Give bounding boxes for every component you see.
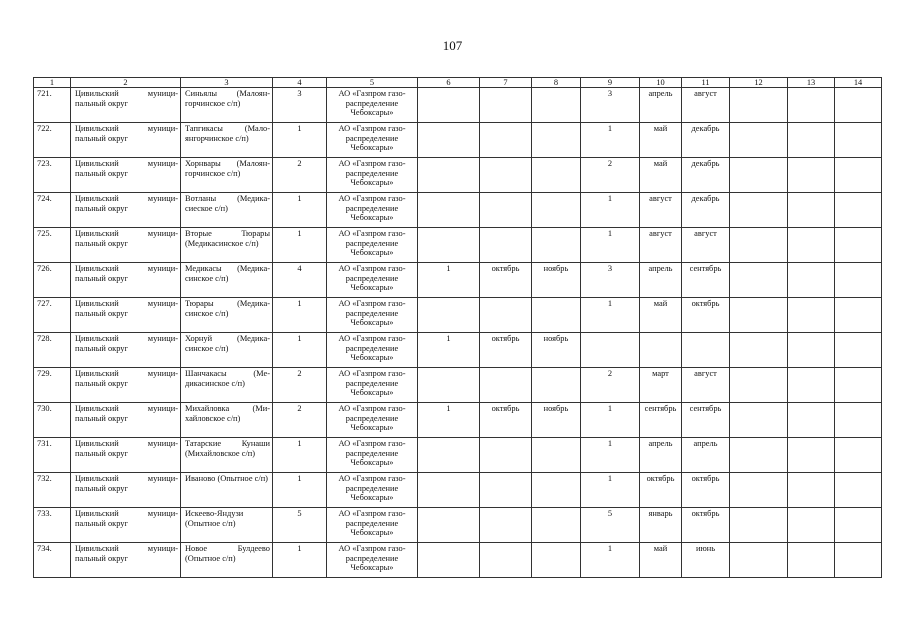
col10-cell: январь [640,508,682,543]
row-number-cell: 725. [34,228,71,263]
district-cell: Цивильский муници-пальный округ [71,123,181,158]
col12-cell [730,228,788,263]
col11-cell: декабрь [682,193,730,228]
col7-cell [480,158,532,193]
col7-cell [480,438,532,473]
district-cell: Цивильский муници-пальный округ [71,263,181,298]
col9-cell: 1 [581,403,640,438]
col9-cell: 1 [581,193,640,228]
col7-cell [480,193,532,228]
column-header: 14 [835,78,882,88]
col10-cell: сентябрь [640,403,682,438]
organization-cell: АО «Газпром газо-распределение Чебоксары» [327,193,418,228]
count-cell: 1 [273,123,327,158]
col9-cell: 1 [581,123,640,158]
page-number: 107 [442,38,463,53]
col10-cell: март [640,368,682,403]
place-cell: Новое Булдеево (Опытное с/п) [181,543,273,578]
row-number-cell: 730. [34,403,71,438]
place-cell: Тапгикасы (Мало-янгорчинское с/п) [181,123,273,158]
column-header: 9 [581,78,640,88]
data-table [33,77,882,578]
col12-cell [730,403,788,438]
col10-cell: май [640,123,682,158]
column-header: 2 [71,78,181,88]
col8-cell [532,123,581,158]
column-header: 6 [418,78,480,88]
col10-cell [640,333,682,368]
col8-cell [532,193,581,228]
col6-cell: 1 [418,263,480,298]
col12-cell [730,158,788,193]
col10-cell: май [640,298,682,333]
district-cell: Цивильский муници-пальный округ [71,508,181,543]
col7-cell [480,88,532,123]
col9-cell: 2 [581,158,640,193]
organization-cell: АО «Газпром газо-распределение Чебоксары» [327,158,418,193]
col14-cell [835,543,882,578]
col10-cell: апрель [640,438,682,473]
col11-cell: декабрь [682,123,730,158]
col9-cell: 1 [581,438,640,473]
col14-cell [835,158,882,193]
district-cell: Цивильский муници-пальный округ [71,543,181,578]
column-header: 13 [788,78,835,88]
col8-cell [532,158,581,193]
col11-cell: октябрь [682,473,730,508]
place-cell: Михайловка (Ми-хайловское с/п) [181,403,273,438]
col6-cell [418,508,480,543]
row-number-cell: 723. [34,158,71,193]
organization-cell: АО «Газпром газо-распределение Чебоксары» [327,473,418,508]
district-cell: Цивильский муници-пальный округ [71,228,181,263]
row-number-cell: 728. [34,333,71,368]
col14-cell [835,228,882,263]
row-number-cell: 729. [34,368,71,403]
col12-cell [730,123,788,158]
col11-cell: октябрь [682,508,730,543]
col8-cell: ноябрь [532,403,581,438]
col11-cell: август [682,88,730,123]
district-cell: Цивильский муници-пальный округ [71,368,181,403]
col12-cell [730,508,788,543]
col11-cell: апрель [682,438,730,473]
district-cell: Цивильский муници-пальный округ [71,193,181,228]
col11-cell: июнь [682,543,730,578]
place-cell: Тюрары (Медика-синское с/п) [181,298,273,333]
col14-cell [835,263,882,298]
count-cell: 1 [273,543,327,578]
col13-cell [788,263,835,298]
col6-cell: 1 [418,403,480,438]
count-cell: 1 [273,298,327,333]
col12-cell [730,543,788,578]
place-cell: Вторые Тюрары (Медикасинское с/п) [181,228,273,263]
col13-cell [788,508,835,543]
table-row [34,88,882,123]
col12-cell [730,438,788,473]
col8-cell: ноябрь [532,333,581,368]
row-number-cell: 727. [34,298,71,333]
col12-cell [730,193,788,228]
count-cell: 3 [273,88,327,123]
table-row [34,123,882,158]
col13-cell [788,158,835,193]
col12-cell [730,368,788,403]
district-cell: Цивильский муници-пальный округ [71,158,181,193]
column-header: 4 [273,78,327,88]
table-row [34,333,882,368]
col13-cell [788,438,835,473]
col6-cell [418,368,480,403]
col14-cell [835,193,882,228]
col7-cell [480,298,532,333]
place-cell: Синьялы (Малоян-горчинское с/п) [181,88,273,123]
col9-cell: 3 [581,88,640,123]
col13-cell [788,368,835,403]
col7-cell [480,543,532,578]
col14-cell [835,333,882,368]
col11-cell: сентябрь [682,403,730,438]
col14-cell [835,123,882,158]
col9-cell: 1 [581,543,640,578]
col8-cell [532,368,581,403]
count-cell: 1 [273,438,327,473]
row-number-cell: 724. [34,193,71,228]
count-cell: 2 [273,158,327,193]
col9-cell: 5 [581,508,640,543]
place-cell: Татарские Кунаши (Михайловское с/п) [181,438,273,473]
table-row [34,193,882,228]
organization-cell: АО «Газпром газо-распределение Чебоксары» [327,368,418,403]
col9-cell [581,333,640,368]
place-cell: Хорнвары (Малоян-горчинское с/п) [181,158,273,193]
col6-cell: 1 [418,333,480,368]
col8-cell [532,298,581,333]
col13-cell [788,333,835,368]
col6-cell [418,123,480,158]
col14-cell [835,438,882,473]
column-header: 3 [181,78,273,88]
column-header: 7 [480,78,532,88]
table-row [34,158,882,193]
organization-cell: АО «Газпром газо-распределение Чебоксары» [327,438,418,473]
col6-cell [418,473,480,508]
col8-cell [532,543,581,578]
organization-cell: АО «Газпром газо-распределение Чебоксары» [327,123,418,158]
col7-cell: октябрь [480,333,532,368]
col9-cell: 1 [581,473,640,508]
column-header: 10 [640,78,682,88]
col6-cell [418,438,480,473]
count-cell: 2 [273,403,327,438]
col6-cell [418,88,480,123]
place-cell: Шанчакасы (Ме-дикасинское с/п) [181,368,273,403]
col7-cell [480,508,532,543]
col13-cell [788,473,835,508]
col7-cell [480,368,532,403]
column-header: 11 [682,78,730,88]
organization-cell: АО «Газпром газо-распределение Чебоксары» [327,88,418,123]
district-cell: Цивильский муници-пальный округ [71,298,181,333]
col11-cell: август [682,368,730,403]
district-cell: Цивильский муници-пальный округ [71,88,181,123]
col7-cell: октябрь [480,403,532,438]
column-header: 12 [730,78,788,88]
col13-cell [788,403,835,438]
col12-cell [730,333,788,368]
col7-cell [480,473,532,508]
col8-cell [532,508,581,543]
district-cell: Цивильский муници-пальный округ [71,438,181,473]
count-cell: 1 [273,228,327,263]
column-header: 8 [532,78,581,88]
col13-cell [788,228,835,263]
table-row [34,403,882,438]
col14-cell [835,508,882,543]
count-cell: 1 [273,333,327,368]
count-cell: 4 [273,263,327,298]
col10-cell: август [640,193,682,228]
col14-cell [835,403,882,438]
col6-cell [418,228,480,263]
col13-cell [788,298,835,333]
district-cell: Цивильский муници-пальный округ [71,473,181,508]
col9-cell: 1 [581,228,640,263]
column-header: 5 [327,78,418,88]
col13-cell [788,123,835,158]
count-cell: 2 [273,368,327,403]
col10-cell: август [640,228,682,263]
row-number-cell: 733. [34,508,71,543]
count-cell: 5 [273,508,327,543]
row-number-cell: 734. [34,543,71,578]
organization-cell: АО «Газпром газо-распределение Чебоксары» [327,298,418,333]
col6-cell [418,158,480,193]
col11-cell: октябрь [682,298,730,333]
table-row [34,263,882,298]
col7-cell [480,123,532,158]
col14-cell [835,298,882,333]
col14-cell [835,368,882,403]
col8-cell [532,473,581,508]
col14-cell [835,88,882,123]
organization-cell: АО «Газпром газо-распределение Чебоксары» [327,508,418,543]
table-header-row [34,78,882,88]
col8-cell [532,88,581,123]
col8-cell [532,228,581,263]
col12-cell [730,298,788,333]
organization-cell: АО «Газпром газо-распределение Чебоксары» [327,333,418,368]
col11-cell: август [682,228,730,263]
table-row [34,543,882,578]
col13-cell [788,88,835,123]
col8-cell: ноябрь [532,263,581,298]
col9-cell: 2 [581,368,640,403]
row-number-cell: 722. [34,123,71,158]
col9-cell: 3 [581,263,640,298]
col10-cell: апрель [640,88,682,123]
col13-cell [788,193,835,228]
col9-cell: 1 [581,298,640,333]
col10-cell: май [640,543,682,578]
col7-cell [480,228,532,263]
place-cell: Медикасы (Медика-синское с/п) [181,263,273,298]
col8-cell [532,438,581,473]
table-row [34,438,882,473]
table-row [34,228,882,263]
row-number-cell: 726. [34,263,71,298]
col10-cell: октябрь [640,473,682,508]
col12-cell [730,263,788,298]
row-number-cell: 731. [34,438,71,473]
col13-cell [788,543,835,578]
district-cell: Цивильский муници-пальный округ [71,333,181,368]
col10-cell: апрель [640,263,682,298]
organization-cell: АО «Газпром газо-распределение Чебоксары» [327,403,418,438]
row-number-cell: 721. [34,88,71,123]
col11-cell [682,333,730,368]
table-row [34,368,882,403]
col14-cell [835,473,882,508]
col7-cell: октябрь [480,263,532,298]
district-cell: Цивильский муници-пальный округ [71,403,181,438]
col11-cell: декабрь [682,158,730,193]
row-number-cell: 732. [34,473,71,508]
organization-cell: АО «Газпром газо-распределение Чебоксары» [327,543,418,578]
place-cell: Иваново (Опытное с/п) [181,473,273,508]
column-header: 1 [34,78,71,88]
col10-cell: май [640,158,682,193]
organization-cell: АО «Газпром газо-распределение Чебоксары» [327,263,418,298]
col6-cell [418,193,480,228]
organization-cell: АО «Газпром газо-распределение Чебоксары» [327,228,418,263]
place-cell: Вотланы (Медика-сиеское с/п) [181,193,273,228]
table-row [34,298,882,333]
count-cell: 1 [273,193,327,228]
col6-cell [418,543,480,578]
col6-cell [418,298,480,333]
col12-cell [730,88,788,123]
place-cell: Искеево-Яндузи (Опытное с/п) [181,508,273,543]
col11-cell: сентябрь [682,263,730,298]
table-row [34,508,882,543]
place-cell: Хорнуй (Медика-синское с/п) [181,333,273,368]
col12-cell [730,473,788,508]
count-cell: 1 [273,473,327,508]
table-row [34,473,882,508]
